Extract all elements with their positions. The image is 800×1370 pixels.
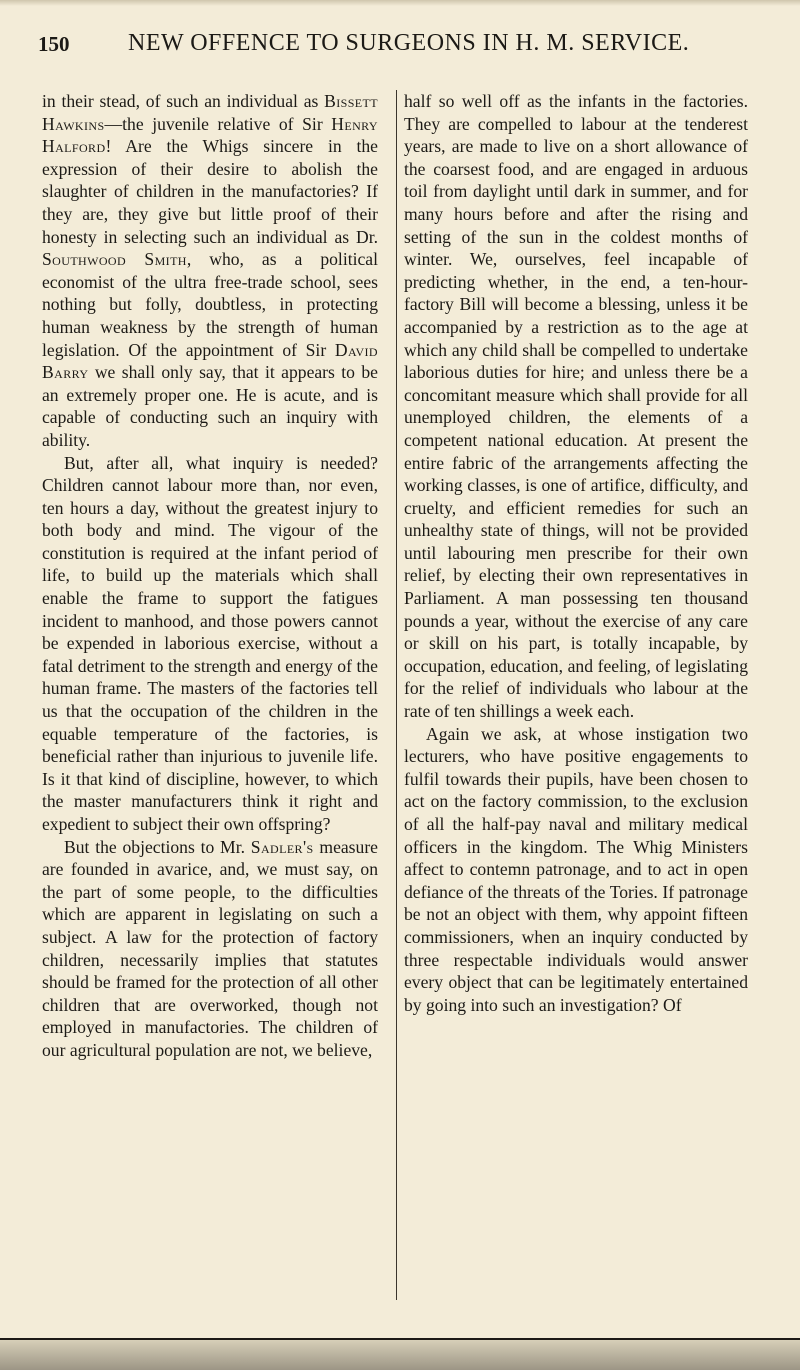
paragraph: in their stead, of such an individual as Bissett Hawkins—the juvenile relative of Sir Henry Halford! Are the Whigs sincere in the expression of their desire to abolish the slaughter of children in the manufactories? If they are, they give but little proof of their honesty in selecting such an individual as Dr. Southwood Smith, who, as a political economist of the ultra free-trade school, sees nothing but folly, doubtless, in protecting human weakness by the strength of human legislation. Of the appointment of Sir David Barry we shall only say, that it appears to be an extremely proper one. He is acute, and is capable of conducting such an inquiry with ability. [42,91,378,450]
person-name: Bissett Hawkins [42,91,378,134]
running-head [38,22,784,62]
paragraph: But the objections to Mr. Sadler's measure are founded in avarice, and, we must say, on the part of some people, to the difficulties which are apparent in legislating on such a subject. A law for the protection of factory children, necessarily implies that statutes should be framed for the protection of all other children that are overworked, though not employed in manufactories. The children of our agricultural population are not, we believe, [42,836,378,1060]
column-divider [396,90,397,1300]
person-name: Henry Halford [42,113,378,157]
page-number: 150 [38,32,70,56]
page-title: NEW OFFENCE TO SURGEONS IN H. M. SERVICE. [128,30,690,56]
person-name: Sadler's [250,836,314,857]
paragraph: half so well off as the infants in the factories. They are compelled to labour at the tenderest years, are made to live on a short allowance of the coarsest food, and are engaged in arduous toil from daylight until dark in summer, and for many hours before and after the rising and setting of the sun in the coldest months of winter. We, ourselves, feel incapable of predicting whether, in the end, a ten-hour-factory Bill will become a blessing, unless it be accompanied by a restriction as to the age at which any child shall be compelled to undertake laborious duties for hire; and unless there be a concomitant measure which shall provide for all unemployed children, the elements of a competent national education. At present the entire fabric of the arrangements affecting the working classes, is one of artifice, difficulty, and cruelty, and efficient remedies for such an unhealthy state of things, will not be provided until labouring men prescribe for their own relief, by electing their own representatives in Parliament. A man possessing ten thousand pounds a year, without the exercise of any care or skill on his part, is totally incapable, by occupation, education, and feeling, of legislating for the relief of individuals who labour at the rate of ten shillings a week each. [404,91,748,722]
person-name: Southwood Smith [42,249,187,270]
page-top-edge [0,0,800,6]
paragraph: Again we ask, at whose instigation two lecturers, who have positive engagements to fulfil towards their pupils, have been chosen to act on the factory commission, to the exclusion of all the half-pay naval and military medical officers in the kingdom. The Whig Ministers affect to contemn patronage, and to act in open defiance of the threats of the Tories. If patronage be not an object with them, why appoint fifteen commissioners, when an inquiry conducted by three respectable individuals would answer every object that can be legitimately entertained by going into such an investigation? Of [404,723,748,1015]
paragraph: But, after all, what inquiry is needed? Children cannot labour more than, nor even, ten hours a day, without the greatest injury to both body and mind. The vigour of the constitution is required at the infant period of life, to build up the materials which shall enable the frame to support the fatigues incident to manhood, and those powers cannot be expended in laborious exercise, without a fatal detriment to the strength and energy of the human frame. The masters of the factories tell us that the occupation of the children in the equable temperature of the factories, is beneficial rather than injurious to juvenile life. Is it that kind of discipline, however, to which the master manufacturers think it right and expedient to subject their own offspring? [42,452,378,834]
page-bottom-edge [0,1340,800,1370]
left-column [42,90,378,1300]
right-column [404,90,748,1300]
person-name: David Barry [42,339,378,383]
